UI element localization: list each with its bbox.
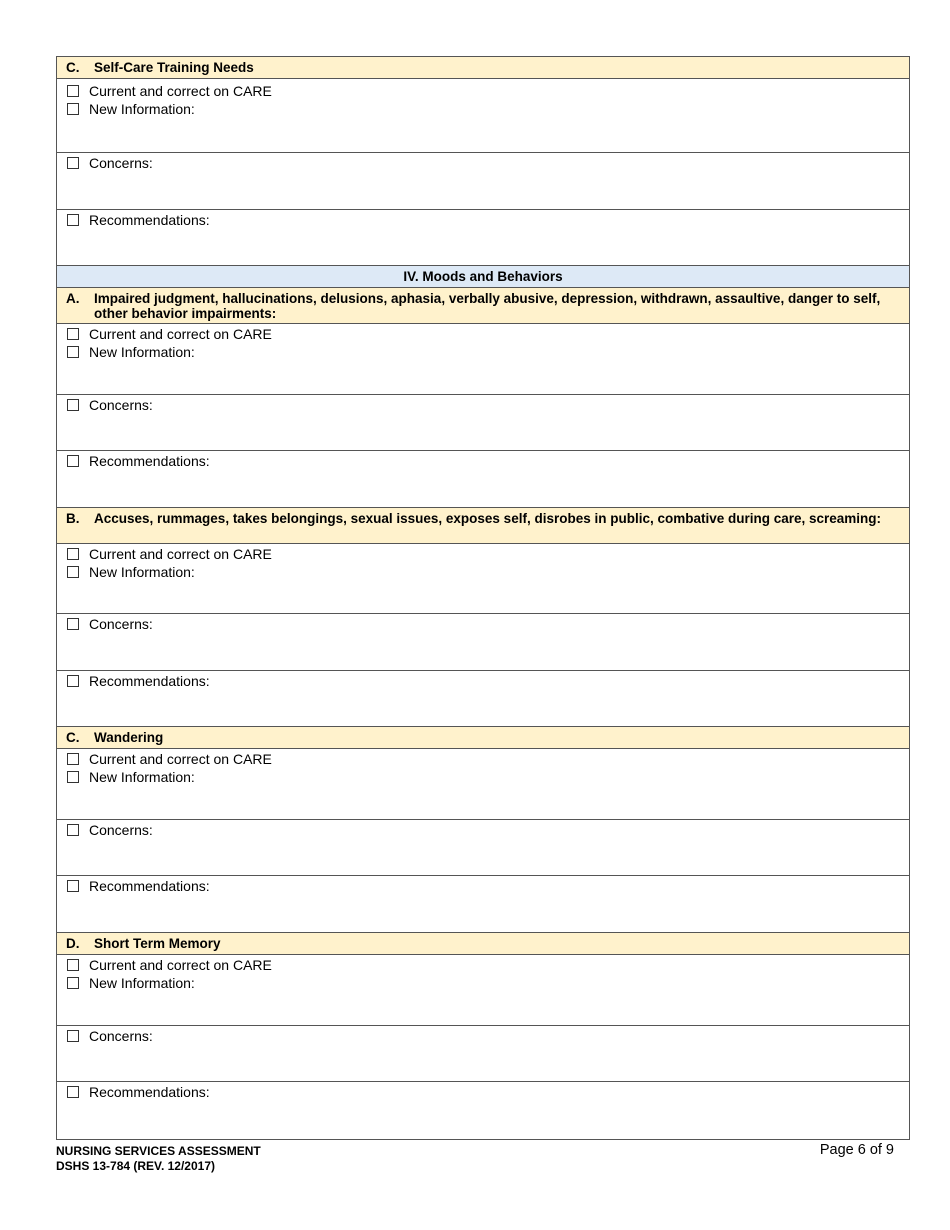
current-label: Current and correct on CARE	[89, 957, 272, 973]
recommendations-checkbox[interactable]	[67, 455, 79, 467]
new-info-checkbox[interactable]	[67, 103, 79, 115]
section-title: Self-Care Training Needs	[94, 60, 254, 75]
section-letter: C.	[66, 60, 80, 75]
recommendations-cell	[57, 451, 909, 508]
assessment-form	[56, 56, 910, 1140]
concerns-cell	[57, 614, 909, 671]
new-info-checkbox[interactable]	[67, 977, 79, 989]
concerns-label: Concerns:	[89, 822, 153, 838]
part-title: IV. Moods and Behaviors	[403, 269, 563, 284]
item-letter: A.	[66, 291, 80, 306]
current-checkbox[interactable]	[67, 753, 79, 765]
recommendations-label: Recommendations:	[89, 1084, 210, 1100]
recommendations-label: Recommendations:	[89, 453, 210, 469]
info-cell	[57, 955, 909, 1026]
form-footer	[56, 1144, 261, 1174]
current-checkbox[interactable]	[67, 548, 79, 560]
info-cell	[57, 324, 909, 395]
current-label: Current and correct on CARE	[89, 326, 272, 342]
page-number: Page 6 of 9	[819, 1142, 894, 1158]
current-label: Current and correct on CARE	[89, 83, 272, 99]
item-title: Accuses, rummages, takes belongings, sexual issues, exposes self, disrobes in public, combative during care, screaming:	[94, 511, 882, 526]
new-info-label: New Information:	[89, 975, 195, 991]
current-checkbox[interactable]	[67, 328, 79, 340]
item-header	[57, 508, 909, 544]
new-info-checkbox[interactable]	[67, 771, 79, 783]
new-info-checkbox[interactable]	[67, 346, 79, 358]
recommendations-cell	[57, 210, 909, 266]
info-cell	[57, 749, 909, 820]
info-cell	[57, 544, 909, 614]
concerns-checkbox[interactable]	[67, 1030, 79, 1042]
concerns-label: Concerns:	[89, 397, 153, 413]
info-cell	[57, 79, 909, 153]
item-header	[57, 933, 909, 955]
concerns-label: Concerns:	[89, 1028, 153, 1044]
item-title: Impaired judgment, hallucinations, delusions, aphasia, verbally abusive, depression, withdrawn, assaultive, danger to self, other behavior impairments:	[94, 291, 881, 321]
concerns-cell	[57, 153, 909, 210]
new-info-label: New Information:	[89, 344, 195, 360]
new-info-label: New Information:	[89, 101, 195, 117]
recommendations-checkbox[interactable]	[67, 880, 79, 892]
recommendations-checkbox[interactable]	[67, 1086, 79, 1098]
recommendations-checkbox[interactable]	[67, 675, 79, 687]
concerns-checkbox[interactable]	[67, 618, 79, 630]
concerns-checkbox[interactable]	[67, 399, 79, 411]
concerns-label: Concerns:	[89, 616, 153, 632]
form-id: DSHS 13-784 (REV. 12/2017)	[56, 1159, 215, 1173]
part-header	[57, 266, 909, 288]
form-name: NURSING SERVICES ASSESSMENT	[56, 1144, 261, 1158]
section-header	[57, 57, 909, 79]
concerns-checkbox[interactable]	[67, 824, 79, 836]
new-info-label: New Information:	[89, 769, 195, 785]
item-title: Wandering	[94, 730, 164, 745]
recommendations-cell	[57, 876, 909, 933]
recommendations-label: Recommendations:	[89, 878, 210, 894]
recommendations-cell	[57, 1082, 909, 1139]
concerns-label: Concerns:	[89, 155, 153, 171]
new-info-checkbox[interactable]	[67, 566, 79, 578]
current-label: Current and correct on CARE	[89, 546, 272, 562]
item-letter: C.	[66, 730, 80, 745]
concerns-cell	[57, 1026, 909, 1082]
current-checkbox[interactable]	[67, 85, 79, 97]
item-header	[57, 727, 909, 749]
current-label: Current and correct on CARE	[89, 751, 272, 767]
item-letter: B.	[66, 511, 80, 526]
recommendations-cell	[57, 671, 909, 727]
concerns-cell	[57, 820, 909, 876]
concerns-cell	[57, 395, 909, 451]
item-letter: D.	[66, 936, 80, 951]
new-info-label: New Information:	[89, 564, 195, 580]
recommendations-checkbox[interactable]	[67, 214, 79, 226]
current-checkbox[interactable]	[67, 959, 79, 971]
recommendations-label: Recommendations:	[89, 212, 210, 228]
item-title: Short Term Memory	[94, 936, 221, 951]
recommendations-label: Recommendations:	[89, 673, 210, 689]
item-header	[57, 288, 909, 324]
concerns-checkbox[interactable]	[67, 157, 79, 169]
